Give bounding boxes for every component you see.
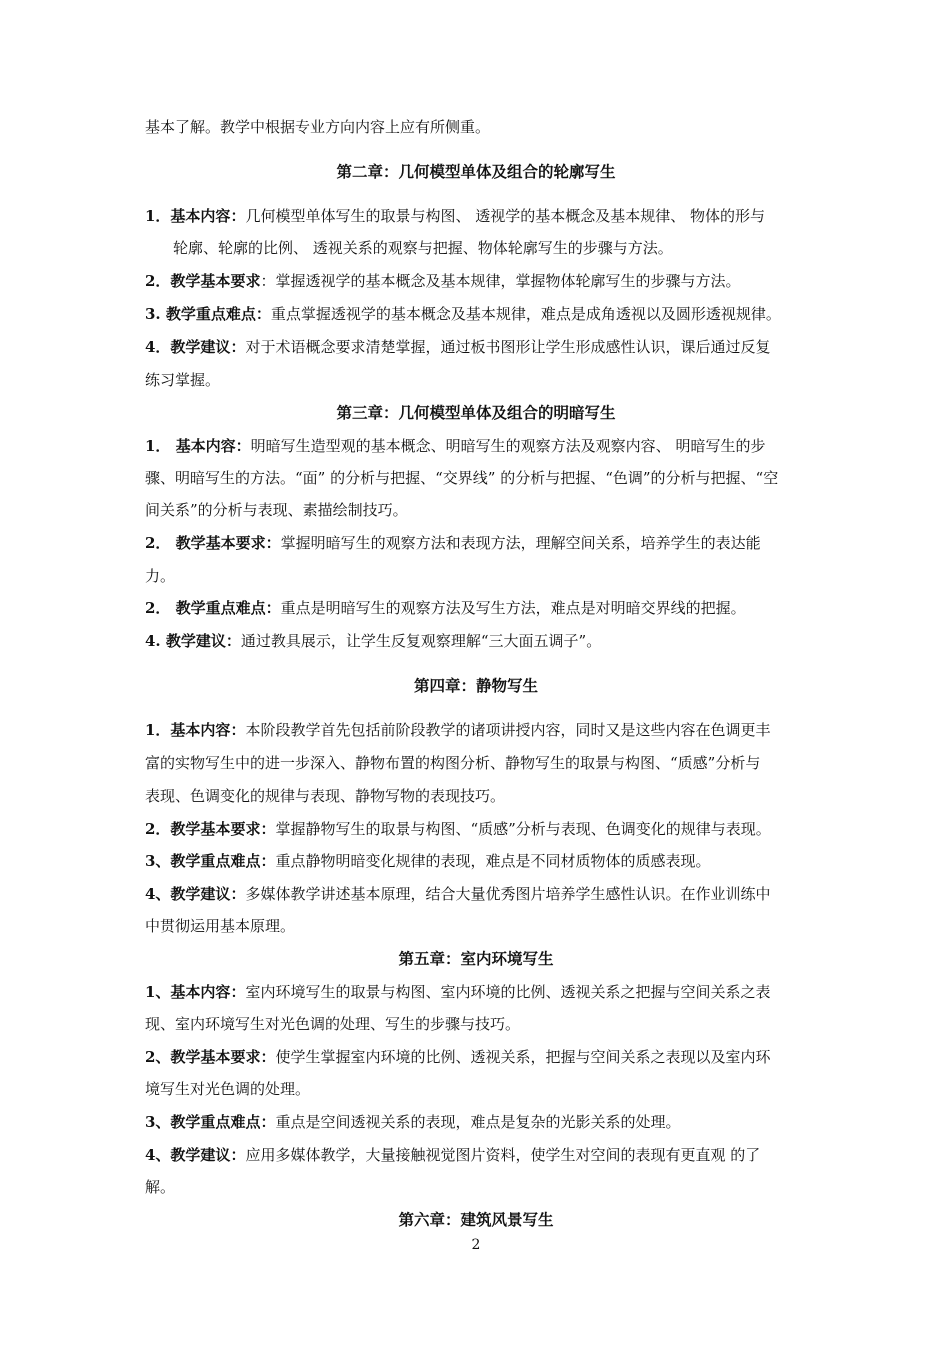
ch3-item-1-cont: 骤、明暗写生的方法。“面” 的分析与把握、“交界线” 的分析与把握、“色调”的分析与把握、“空 — [145, 469, 779, 487]
ch4-item-2: 2．教学基本要求：掌握静物写生的取景与构图、“质感”分析与表现、色调变化的规律与表现。 — [145, 820, 771, 838]
item-label: 1．基本内容： — [145, 207, 246, 225]
ch2-item-1: 1．基本内容：几何模型单体写生的取景与构图、 透视学的基本概念及基本规律、 物体的形与 — [145, 207, 765, 225]
ch4-item-1-cont: 表现、色调变化的规律与表现、静物写物的表现技巧。 — [145, 787, 506, 805]
ch5-item-3: 3、教学重点难点：重点是空间透视关系的表现，难点是复杂的光影关系的处理。 — [145, 1113, 681, 1131]
item-label: 1．基本内容： — [145, 721, 246, 739]
chapter-3-heading: 第三章：几何模型单体及组合的明暗写生 — [336, 403, 616, 422]
ch2-item-2: 2．教学基本要求：掌握透视学的基本概念及基本规律，掌握物体轮廓写生的步骤与方法。 — [145, 272, 741, 290]
page-number: 2 — [471, 1237, 481, 1253]
item-label: 3、教学重点难点： — [145, 852, 276, 870]
chapter-5-heading: 第五章：室内环境写生 — [398, 949, 554, 968]
item-label: 1． 基本内容： — [145, 437, 251, 455]
item-label: 2． 教学基本要求： — [145, 534, 281, 552]
item-label: 4、教学建议： — [145, 1146, 246, 1164]
ch5-item-4-cont: 解。 — [145, 1178, 176, 1196]
ch4-item-1-cont: 富的实物写生中的进一步深入、静物布置的构图分析、静物写生的取景与构图、“质感”分析与 — [145, 754, 761, 772]
ch2-item-4-cont: 练习掌握。 — [145, 371, 221, 389]
ch3-item-1-cont: 间关系”的分析与表现、素描绘制技巧。 — [145, 501, 408, 519]
ch5-item-2: 2、教学基本要求：使学生掌握室内环境的比例、透视关系，把握与空间关系之表现以及室内环 — [145, 1048, 771, 1066]
item-label: 3. 教学重点难点： — [145, 305, 271, 323]
item-label: 4、教学建议： — [145, 885, 246, 903]
item-label: 2． 教学重点难点： — [145, 599, 281, 617]
ch2-item-1-cont: 轮廓、轮廓的比例、 透视关系的观察与把握、物体轮廓写生的步骤与方法。 — [173, 239, 673, 257]
chapter-6-heading: 第六章：建筑风景写生 — [398, 1210, 554, 1229]
item-label: 1、基本内容： — [145, 983, 246, 1001]
ch5-item-2-cont: 境写生对光色调的处理。 — [145, 1080, 311, 1098]
item-label: 2、教学基本要求： — [145, 1048, 276, 1066]
item-label: 2．教学基本要求 — [145, 272, 261, 290]
ch2-item-4: 4．教学建议：对于术语概念要求清楚掌握，通过板书图形让学生形成感性认识，课后通过反复 — [145, 338, 771, 356]
ch3-item-2: 2． 教学基本要求：掌握明暗写生的观察方法和表现方法，理解空间关系，培养学生的表达能 — [145, 534, 761, 552]
ch3-item-4: 4. 教学建议：通过教具展示，让学生反复观察理解“三大面五调子”。 — [145, 632, 602, 650]
ch3-item-1: 1． 基本内容：明暗写生造型观的基本概念、明暗写生的观察方法及观察内容、 明暗写生的步 — [145, 437, 766, 455]
chapter-4-heading: 第四章：静物写生 — [413, 676, 538, 695]
chapter-2-heading: 第二章：几何模型单体及组合的轮廓写生 — [336, 162, 616, 181]
ch5-item-1-cont: 现、室内环境写生对光色调的处理、写生的步骤与技巧。 — [145, 1015, 521, 1033]
item-label: 4．教学建议： — [145, 338, 246, 356]
ch4-item-3: 3、教学重点难点：重点静物明暗变化规律的表现，难点是不同材质物体的质感表现。 — [145, 852, 711, 870]
ch4-item-1: 1．基本内容：本阶段教学首先包括前阶段教学的诸项讲授内容，同时又是这些内容在色调更丰 — [145, 721, 771, 739]
ch3-item-2-cont: 力。 — [145, 567, 176, 585]
ch4-item-4: 4、教学建议：多媒体教学讲述基本原理，结合大量优秀图片培养学生感性认识。在作业训练中 — [145, 885, 771, 903]
paragraph-line: 基本了解。教学中根据专业方向内容上应有所侧重。 — [145, 118, 491, 136]
ch4-item-4-cont: 中贯彻运用基本原理。 — [145, 917, 296, 935]
ch5-item-1: 1、基本内容：室内环境写生的取景与构图、室内环境的比例、透视关系之把握与空间关系之表 — [145, 983, 771, 1001]
ch5-item-4: 4、教学建议：应用多媒体教学，大量接触视觉图片资料，使学生对空间的表现有更直观 的了 — [145, 1146, 761, 1164]
item-label: 4. 教学建议： — [145, 632, 241, 650]
item-label: 3、教学重点难点： — [145, 1113, 276, 1131]
ch2-item-3: 3. 教学重点难点：重点掌握透视学的基本概念及基本规律，难点是成角透视以及圆形透视规律。 — [145, 305, 781, 323]
item-label: 2．教学基本要求： — [145, 820, 276, 838]
ch3-item-3: 2． 教学重点难点：重点是明暗写生的观察方法及写生方法，难点是对明暗交界线的把握。 — [145, 599, 746, 617]
